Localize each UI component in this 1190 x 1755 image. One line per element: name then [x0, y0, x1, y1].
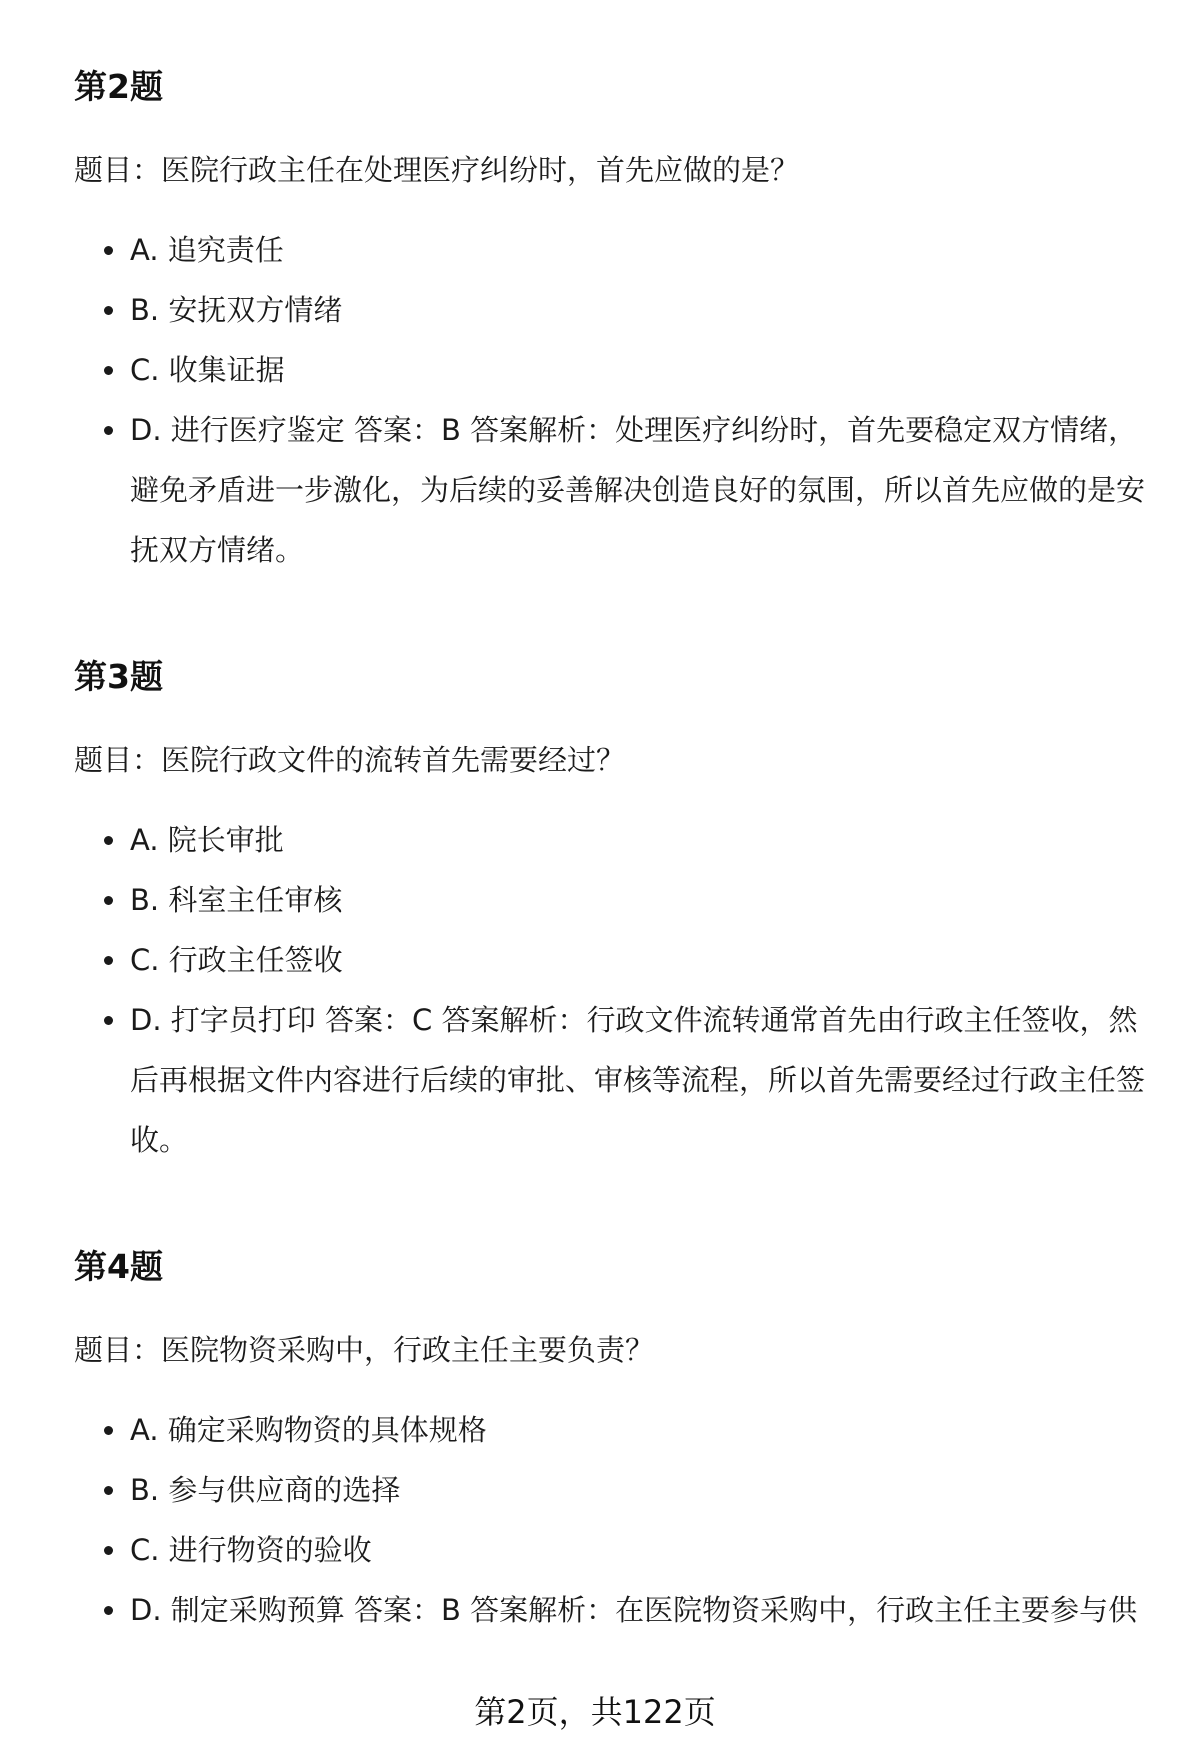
option-list — [74, 810, 1164, 1170]
bullet-icon — [104, 1486, 113, 1495]
option-text: B. 安抚双方情绪 — [130, 293, 343, 327]
bullet-icon — [104, 306, 113, 315]
option-item — [74, 1520, 1164, 1580]
question-stem: 题目：医院物资采购中，行政主任主要负责？ — [74, 1333, 655, 1367]
option-text: C. 行政主任签收 — [130, 943, 343, 977]
page-number: 第2页，共122页 — [474, 1693, 716, 1731]
option-item — [74, 280, 1164, 340]
option-text: D. 进行医疗鉴定 答案：B 答案解析：处理医疗纠纷时，首先要稳定双方情绪，避免矛盾进一步激化，为后续的妥善解决创造良好的氛围，所以首先应做的是安抚双方情绪。 — [130, 413, 1146, 567]
option-text: D. 制定采购预算 答案：B 答案解析：在医院物资采购中，行政主任主要参与供 — [130, 1593, 1138, 1627]
question-stem: 题目：医院行政文件的流转首先需要经过？ — [74, 743, 626, 777]
option-text: A. 追究责任 — [130, 233, 284, 267]
question-title: 第3题 — [74, 657, 163, 696]
bullet-icon — [104, 246, 113, 255]
option-text: B. 参与供应商的选择 — [130, 1473, 401, 1507]
option-text: A. 确定采购物资的具体规格 — [130, 1413, 487, 1447]
question-title: 第2题 — [74, 67, 163, 106]
option-item-with-answer — [74, 990, 1164, 1170]
option-item-with-answer — [74, 400, 1164, 580]
option-text: C. 收集证据 — [130, 353, 285, 387]
option-item — [74, 340, 1164, 400]
option-text: B. 科室主任审核 — [130, 883, 343, 917]
option-item — [74, 930, 1164, 990]
option-item — [74, 870, 1164, 930]
bullet-icon — [104, 426, 113, 435]
option-item — [74, 1460, 1164, 1520]
question-title: 第4题 — [74, 1247, 163, 1286]
option-text: D. 打字员打印 答案：C 答案解析：行政文件流转通常首先由行政主任签收，然后再根据文件内容进行后续的审批、审核等流程，所以首先需要经过行政主任签收。 — [130, 1003, 1146, 1157]
bullet-icon — [104, 836, 113, 845]
bullet-icon — [104, 896, 113, 905]
option-item-with-answer — [74, 1580, 1164, 1640]
option-item — [74, 1400, 1164, 1460]
option-text: C. 进行物资的验收 — [130, 1533, 372, 1567]
bullet-icon — [104, 1606, 113, 1615]
option-list — [74, 220, 1164, 580]
option-item — [74, 810, 1164, 870]
question-stem: 题目：医院行政主任在处理医疗纠纷时，首先应做的是？ — [74, 153, 800, 187]
option-text: A. 院长审批 — [130, 823, 284, 857]
bullet-icon — [104, 366, 113, 375]
bullet-icon — [104, 956, 113, 965]
option-list — [74, 1400, 1164, 1640]
bullet-icon — [104, 1546, 113, 1555]
bullet-icon — [104, 1016, 113, 1025]
option-item — [74, 220, 1164, 280]
bullet-icon — [104, 1426, 113, 1435]
